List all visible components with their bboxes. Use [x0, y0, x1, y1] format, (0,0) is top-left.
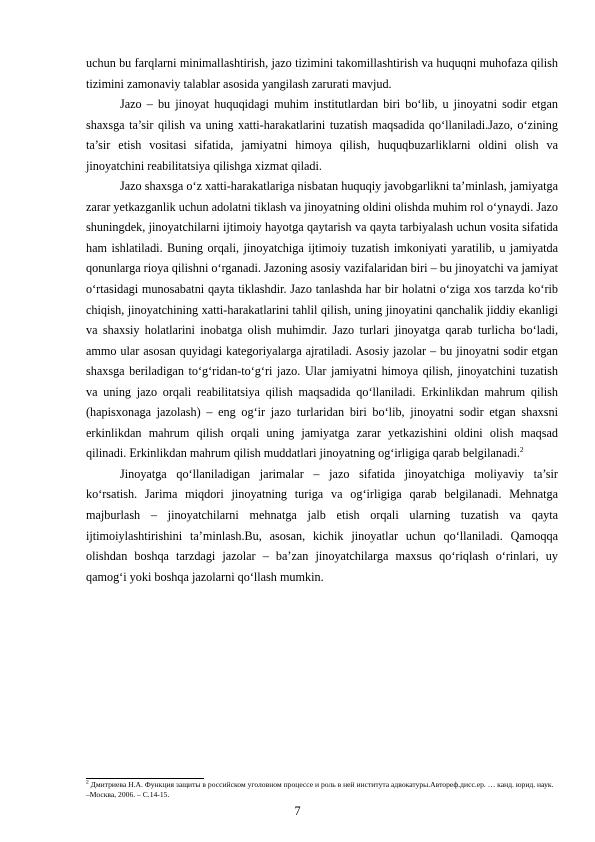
paragraph-continuation: uchun bu farqlarni minimallashtirish, jazo tizimini takomillashtirish va huquqni muhofaza qilish tizimini zamonaviy talablar asosida yangilash zarurati mavjud. — [86, 56, 558, 91]
footnote — [86, 780, 558, 800]
page-number: 7 — [294, 804, 301, 818]
footnote-reference[interactable]: 2 — [519, 445, 524, 455]
footnote-marker: 2 — [86, 779, 89, 786]
footnote-text: Дмитриева Н.А. Функция защиты в российском уголовном процессе и роль в ней института адвокатуры.Автореф.дисс.ер. … канд. юрид. наук. –Москва, 2006. – С.14-15. — [86, 780, 554, 799]
paragraph-jazo-definition: Jazo – bu jinoyat huquqidagi muhim institutlardan biri bo‘lib, u jinoyatni sodir etgan shaxsga ta’sir qilish va uning xatti-harakatlarini tuzatish maqsadida qo‘llaniladi.Jazo, o‘zining ta’sir etish vositasi sifatida, jamiyatni himoya qilish, huquqbuzarliklarni oldini olish va jinoyatchini reabilitatsiya qilishga xizmat qiladi. — [86, 97, 558, 173]
document-body — [86, 53, 558, 587]
paragraph-jarimalar: Jinoyatga qo‘llaniladigan jarimalar – jazo sifatida jinoyatchiga moliyaviy ta’sir ko‘rsatish. Jarima miqdori jinoyatning turiga va og‘irligiga qarab belgilanadi. Mehnatga majburlash – jinoyatchilarni mehnatga jalb etish orqali ularning tuzatish va qayta ijtimoiylashtirishini ta’minlash.Bu, asosan, kichik jinoyatlar uchun qo‘llaniladi. Qamoqqa olishdan boshqa tarzdagi jazolar – ba’zan jinoyatchilarga maxsus qo‘riqlash o‘rinlari, uy qamog‘i yoki boshqa jazolarni qo‘llash mumkin. — [86, 466, 558, 584]
footnote-divider — [86, 778, 204, 779]
paragraph-jazo-role-text: Jazo shaxsga o‘z xatti-harakatlariga nisbatan huquqiy javobgarlikni ta’minlash, jamiyatga zarar yetkazganlik uchun adolatni tiklash va jinoyatning oldini olishda muhim rol o‘ynaydi. Jazo shuningdek, jinoyatchilarni ijtimoiy hayotga qaytarish va qayta tarbiyalash uchun vosita sifatida ham ishlatiladi. Buning orqali, jinoyatchiga ijtimoiy tuzatish imkoniyati yaratilib, u jamiyatda qonunlarga rioya qilishni o‘rganadi. Jazoning asosiy vazifalaridan biri – bu jinoyatchi va jamiyat o‘rtasidagi munosabatni qayta tiklashdir. Jazo tanlashda har bir holatni o‘ziga xos tarzda ko‘rib chiqish, jinoyatchining xatti-harakatlarini tahlil qilish, uning jinoyatini qanchalik jiddiy ekanligi va shaxsiy holatlarini inobatga olish muhimdir. Jazo turlari jinoyatga qarab turlicha bo‘ladi, ammo ular asosan quyidagi kategoriyalarga ajratiladi. Asosiy jazolar – bu jinoyatni sodir etgan shaxsga beriladigan to‘g‘ridan-to‘g‘ri jazo. Ular jamiyatni himoya qilish, jinoyatchini tuzatish va uning jazo orqali reabilitatsiya qilish maqsadida qo‘llaniladi. Erkinlikdan mahrum qilish (hapisxonaga jazolash) – eng og‘ir jazo turlaridan biri bo‘lib, jinoyatni sodir etgan shaxsni erkinlikdan mahrum qilish orqali uning jamiyatga zarar yetkazishini oldini olish maqsad qilinadi. Erkinlikdan mahrum qilish muddatlari jinoyatning og‘irligiga qarab belgilanadi. — [86, 179, 558, 461]
paragraph-jazo-role — [86, 176, 558, 464]
